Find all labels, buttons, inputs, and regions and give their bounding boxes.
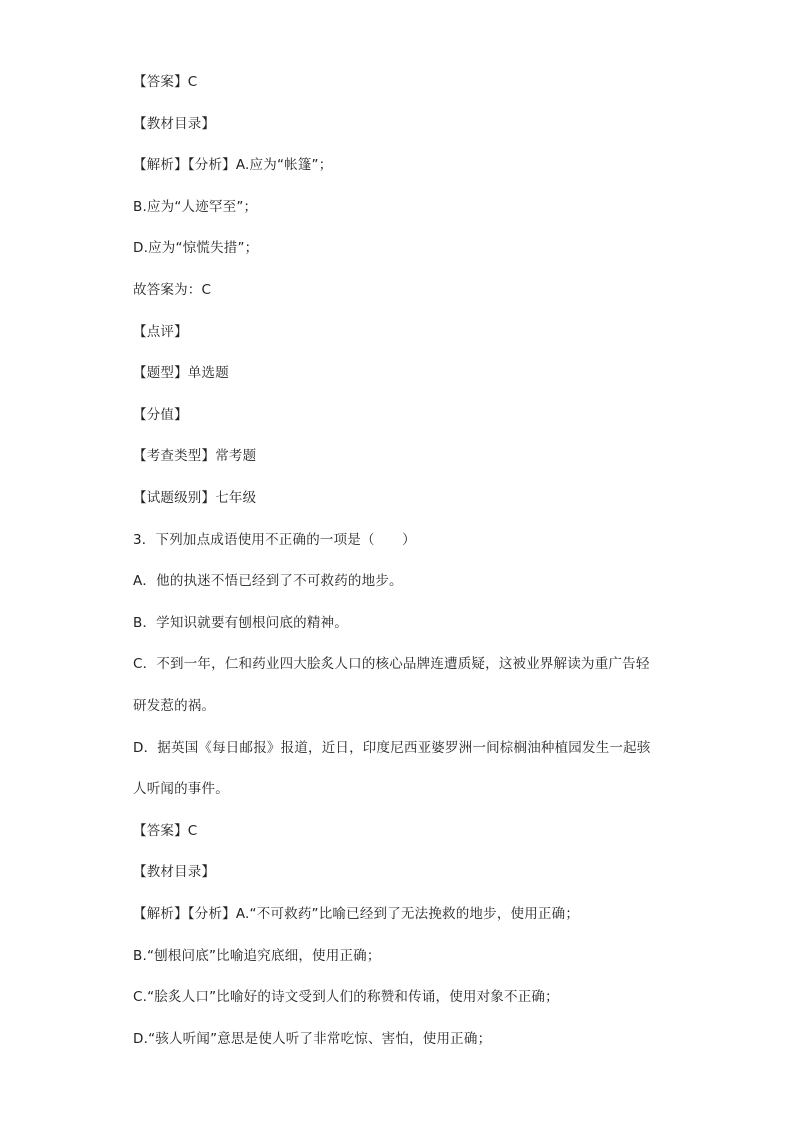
- exam-category: 【考查类型】常考题: [133, 448, 257, 464]
- answer-line-1: 【答案】C: [133, 74, 198, 90]
- option-d-line-2: 人听闻的事件。: [133, 781, 229, 797]
- option-d-line-1: D．据英国《每日邮报》报道，近日，印度尼西亚婆罗洲一间棕榈油种植园发生一起骇: [133, 740, 651, 756]
- final-answer-1: 故答案为：C: [133, 282, 212, 298]
- option-c-line-1: C．不到一年，仁和药业四大脍炙人口的核心品牌连遭质疑，这被业界解读为重广告轻: [133, 656, 650, 672]
- analysis-c-2: C.“脍炙人口”比喻好的诗文受到人们的称赞和传诵，使用对象不正确；: [133, 989, 559, 1005]
- score-label: 【分值】: [133, 407, 188, 423]
- analysis-d-1: D.应为“惊慌失措”；: [133, 240, 259, 256]
- textbook-toc-1: 【教材目录】: [133, 116, 216, 132]
- analysis-b-2: B.“刨根问底”比喻追究底细，使用正确；: [133, 948, 381, 964]
- answer-line-2: 【答案】C: [133, 823, 198, 839]
- question-3-stem: 3．下列加点成语使用不正确的一项是（ ）: [133, 532, 416, 548]
- option-a: A．他的执迷不悟已经到了不可救药的地步。: [133, 573, 403, 589]
- question-type: 【题型】单选题: [133, 365, 229, 381]
- analysis-line-1: 【解析】【分析】A.应为“帐篷”；: [133, 157, 333, 173]
- analysis-b-1: B.应为“人迹罕至”；: [133, 199, 258, 215]
- grade-level: 【试题级别】七年级: [133, 490, 257, 506]
- textbook-toc-2: 【教材目录】: [133, 864, 216, 880]
- option-b: B．学知识就要有刨根问底的精神。: [133, 615, 348, 631]
- option-c-line-2: 研发惹的祸。: [133, 698, 216, 714]
- comment-label: 【点评】: [133, 324, 188, 340]
- analysis-line-2: 【解析】【分析】A.“不可救药”比喻已经到了无法挽救的地步，使用正确；: [133, 906, 580, 922]
- analysis-d-2: D.“骇人听闻”意思是使人听了非常吃惊、害怕，使用正确；: [133, 1031, 492, 1047]
